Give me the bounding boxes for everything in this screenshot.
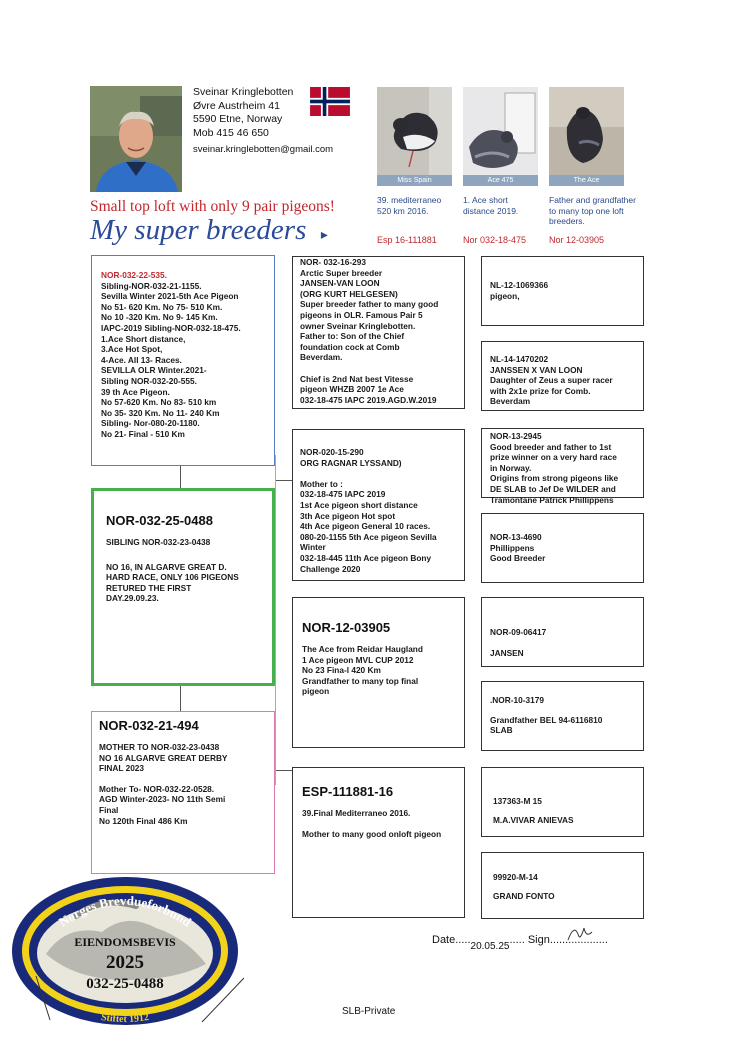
norway-flag-icon xyxy=(309,87,351,116)
date-value: 20.05.25 xyxy=(470,941,510,952)
ancestor-box xyxy=(481,256,644,326)
sibling-dam-box xyxy=(292,429,465,581)
subject-pigeon-box xyxy=(91,488,275,686)
ancestor-details: pigeon, xyxy=(490,290,520,301)
sibling-box xyxy=(91,255,275,466)
grandsire-ring: NOR-12-03905 xyxy=(302,620,391,635)
ancestor-ring: 99920-M-14 xyxy=(493,872,538,882)
sibling-details: Sibling-NOR-032-21-1155. Sevilla Winter 2021-5th Ace Pigeon No 51- 620 Km. No 75- 510 Km. No 10 -320 Km. No 9- 145 Km. IAPC-2019 Sibling-NOR-032-18-475. 1.Ace Short distance, 3.Ace Hot Spot, 4-Ace. All 13- Races. SEVILLA OLR Winter.2021- Sibling NOR-032-20-555. 39 th Ace Pigeon. No 57-620 Km. No 83- 510 km No 35- 320 Km. No 11- 240 Km Sibling- Nor-080-20-1180. No 21- Final - 510 Km xyxy=(101,280,241,439)
ancestor-details: Phillippens Good Breeder xyxy=(490,542,546,564)
ancestor-box xyxy=(481,597,644,667)
dam-details-2: Mother To- NOR-032-22-0528. AGD Winter-2023- NO 11th Semi Final No 120th Final 486 Km xyxy=(99,783,226,826)
headline: My super breeders xyxy=(90,214,307,246)
granddam-box xyxy=(292,767,465,918)
ancestor-ring: NOR-13-4690 xyxy=(490,532,542,542)
breeder-photo-miss-spain xyxy=(377,87,452,186)
ancestor-ring: .NOR-10-3179 xyxy=(490,695,544,705)
connector-line xyxy=(275,455,276,785)
seal-arc-text: Norges Brevdueforbund xyxy=(55,892,195,930)
ancestor-ring: 137363-M 15 xyxy=(493,796,542,806)
breeder-caption-2: 1. Ace short distance 2019. xyxy=(463,195,519,216)
ancestor-ring: NOR-09-06417 xyxy=(490,627,547,637)
ancestor-details: Grandfather BEL 94-6116810 SLAB xyxy=(490,714,603,736)
ancestor-details: M.A.VIVAR ANIEVAS xyxy=(493,814,574,825)
connector-line xyxy=(180,465,181,489)
seal-year: 2025 xyxy=(106,952,144,973)
ancestor-details: JANSSEN X VAN LOON Daughter of Zeus a super racer with 2x1e prize for Comb. Beverdam xyxy=(490,364,613,407)
subject-details: NO 16, IN ALGARVE GREAT D. HARD RACE, ONLY 106 PIGEONS RETURED THE FIRST DAY.29.09.23. xyxy=(106,561,239,604)
ancestor-details: Good breeder and father to 1st prize winner on a very hard race in Norway. Origins from strong pigeons like DE SLAB to Jef De WILDER and Tramontane Patrick Phillippens xyxy=(490,441,619,505)
seal-founded: Stiftet 1912 xyxy=(100,1011,150,1026)
sibling-dam-details: ORG RAGNAR LYSSAND) Mother to : 032-18-475 IAPC 2019 1st Ace pigeon short distance 3th Ace pigeon Hot spot 4th Ace pigeon General 10 races. 080-20-1155 5th Ace pigeon Sevilla Winter 032-18-445 11th Ace pigeon Bony Challenge 2020 xyxy=(300,457,437,574)
ancestor-box xyxy=(481,681,644,751)
grandsire-details: The Ace from Reidar Haugland 1 Ace pigeon MVL CUP 2012 No 23 Fina-l 420 Km Grandfather to many top final pigeon xyxy=(302,644,423,697)
headline-row xyxy=(90,214,328,247)
breeder-photo-caption: Miss Spain xyxy=(377,175,452,186)
ancestor-box xyxy=(481,513,644,583)
breeder-caption-3: Father and grandfather to many top one loft breeders. xyxy=(549,195,636,226)
grandsire-box xyxy=(292,597,465,748)
owner-address-line1: Øvre Austrheim 41 xyxy=(193,99,280,112)
granddam-details: 39.Final Mediterraneo 2016. Mother to many good onloft pigeon xyxy=(302,808,442,840)
subject-ring: NOR-032-25-0488 xyxy=(106,513,213,528)
sibling-ring: NOR-032-22-535. xyxy=(101,270,167,280)
ancestor-ring: NL-12-1069366 xyxy=(490,280,549,290)
ancestor-details: JANSEN xyxy=(490,647,524,658)
owner-email[interactable]: sveinar.kringlebotten@gmail.com xyxy=(193,144,334,155)
dam-ring: NOR-032-21-494 xyxy=(99,718,199,733)
ancestor-details: GRAND FONTO xyxy=(493,890,555,901)
dam-details-1: MOTHER TO NOR-032-23-0438 NO 16 ALGARVE GREAT DERBY FINAL 2023 xyxy=(99,742,228,774)
ancestor-box xyxy=(481,341,644,411)
connector-line xyxy=(180,686,181,712)
signature-scribble xyxy=(566,922,596,944)
seal-title: EIENDOMSBEVIS xyxy=(74,935,176,949)
ancestor-box xyxy=(481,767,644,837)
breeder-photo-caption: The Ace xyxy=(549,175,624,186)
date-label: Date..... xyxy=(432,934,471,946)
arrow-right-icon: ▸ xyxy=(320,226,328,242)
owner-phone: Mob 415 46 650 xyxy=(193,126,269,139)
footer-label: SLB-Private xyxy=(342,1006,396,1017)
seal-ring: 032-25-0488 xyxy=(86,976,164,992)
breeder-caption-1: 39. mediterraneo 520 km 2016. xyxy=(377,195,442,216)
breeder-photo-the-ace xyxy=(549,87,624,186)
breeder-photo-caption: Ace 475 xyxy=(463,175,538,186)
ancestor-ring: NL-14-1470202 xyxy=(490,354,549,364)
date-dots: ..... xyxy=(509,934,525,946)
granddam-ring: ESP-111881-16 xyxy=(302,784,394,799)
connector-line xyxy=(275,480,293,481)
owner-photo xyxy=(90,86,182,192)
dam-box xyxy=(91,711,275,874)
ancestor-box xyxy=(481,852,644,919)
owner-name: Sveinar Kringlebotten xyxy=(193,86,294,98)
owner-address-line2: 5590 Etne, Norway xyxy=(193,113,283,125)
ancestor-box xyxy=(481,428,644,505)
breeder-ring-3: Nor 12-03905 xyxy=(549,235,605,245)
sign-label: Sign. xyxy=(527,934,553,946)
breeder-ring-2: Nor 032-18-475 xyxy=(463,235,527,245)
tagline: Small top loft with only 9 pair pigeons! xyxy=(90,198,335,215)
sire-details: Arctic Super breeder JANSEN-VAN LOON (ORG KURT HELGESEN) Super breeder father to many good pigeons in OLR. Famous Pair 5 owner Sveinar Kringlebotten. Father to: Son of the Chief foundation cock at Comb Beverdam. Chief is 2nd Nat best Vitesse pigeon WHZB 2007 1e Ace 032-18-475 IAPC 2019.AGD.W.2019 xyxy=(300,267,439,405)
breeder-photo-ace-475 xyxy=(463,87,538,186)
ancestor-ring: NOR-13-2945 xyxy=(490,431,542,441)
breeder-ring-1: Esp 16-111881 xyxy=(377,235,437,245)
sire-ring: NOR- 032-16-293 xyxy=(300,257,366,267)
subject-sibling: SIBLING NOR-032-23-0438 xyxy=(106,537,211,547)
sire-box xyxy=(292,256,465,409)
ownership-seal xyxy=(6,872,244,1030)
connector-line xyxy=(275,770,293,771)
sign-dots: .................. xyxy=(552,934,608,946)
sibling-dam-ring: NOR-020-15-290 xyxy=(300,447,364,457)
